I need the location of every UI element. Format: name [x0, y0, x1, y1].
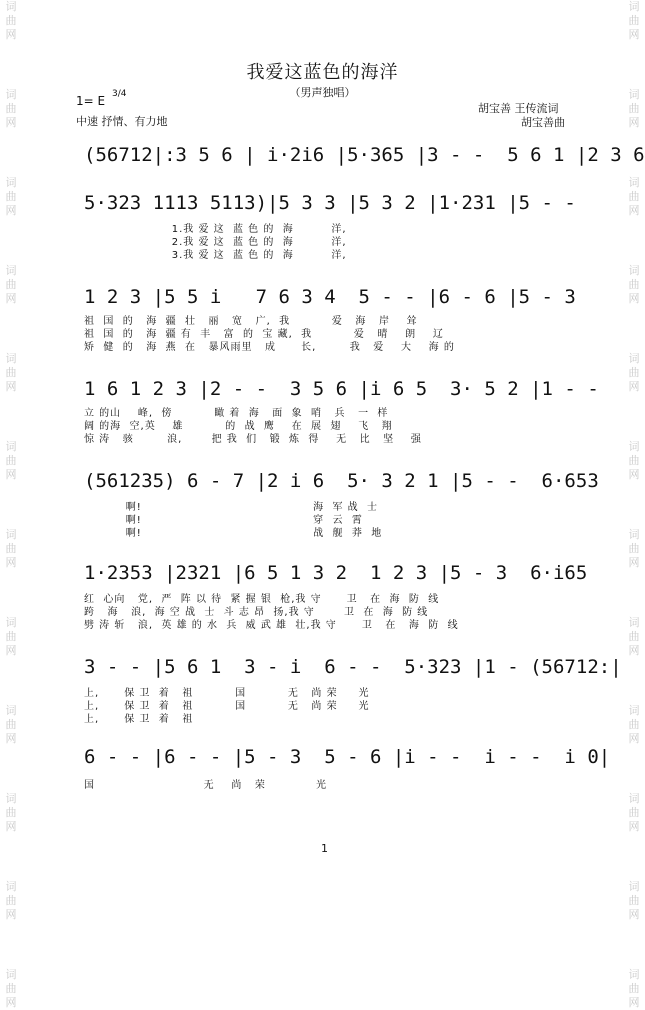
lyric-line: 矫 健 的 海 燕 在 暴风雨里 成 长, 我 爱 大 海 的 [84, 342, 455, 353]
lyric-line: 祖 国 的 海 疆 有 丰 富 的 宝 藏, 我 爱 晴 朗 辽 [84, 329, 444, 340]
lyric-line: 啊! 海 军 战 士 [84, 502, 379, 513]
lyric-line: 国 无 尚 荣 光 [84, 780, 328, 791]
score-row [84, 378, 599, 448]
composer-credit: 胡宝善曲 [521, 116, 565, 129]
lyric-line: 1.我 爱 这 蓝 色 的 海 洋, [84, 224, 347, 235]
notation-line: (56712|:3 5 6 | i·2i6 |5·365 |3 - - 5 6 1 |2 3 6 [84, 144, 645, 166]
lyricist-credit: 胡宝善 王传流词 [478, 102, 559, 115]
lyric-line: 上, 保 卫 着 祖 国 无 尚 荣 光 [84, 701, 370, 712]
score-row [84, 192, 574, 262]
lyric-line: 跨 海 浪, 海 空 战 士 斗 志 昂 扬,我 守 卫 在 海 防 线 [84, 607, 429, 618]
lyric-line: 啊! 穿 云 霄 [84, 515, 363, 526]
notation-line: 3 - - |5 6 1 3 - i 6 - - 5·323 |1 - (56712:| [84, 656, 622, 678]
lyric-line: 阔 的海 空,英 雄 的 战 鹰 在 展 翅 飞 翔 [84, 421, 393, 432]
lyric-line: 2.我 爱 这 蓝 色 的 海 洋, [84, 237, 347, 248]
notation-line: 1 6 1 2 3 |2 - - 3 5 6 |i 6 5 3· 5 2 |1 - - [84, 378, 599, 400]
notation-line: 6 - - |6 - - |5 - 3 5 - 6 |i - - i - - i 0| [84, 746, 611, 768]
watermark-right: 词曲网 词曲网 词曲网 词曲网 词曲网 词曲网 词曲网 词曲网 词曲网 词曲网 词曲网 词曲网 [628, 0, 640, 1009]
lyric-line: 红 心向 党, 严 阵 以 待 紧 握 银 枪,我 守 卫 在 海 防 线 [84, 594, 440, 605]
score-row [84, 286, 574, 356]
lyric-line: 上, 保 卫 着 祖 [84, 714, 194, 725]
lyric-line: 3.我 爱 这 蓝 色 的 海 洋, [84, 250, 347, 261]
score-row [84, 656, 622, 726]
notation-line: (561235) 6 - 7 |2 i 6 5· 3 2 1 |5 - - 6·653 [84, 470, 599, 492]
notation-line: 1 2 3 |5 5 i 7 6 3 4 5 - - |6 - 6 |5 - 3 [84, 286, 576, 308]
lyric-line: 上, 保 卫 着 祖 国 无 尚 荣 光 [84, 688, 370, 699]
lyric-line: 祖 国 的 海 疆 壮 丽 宽 广, 我 爱 海 岸 耸 [84, 316, 418, 327]
tempo-marking: 中速 抒情、有力地 [76, 115, 168, 128]
time-signature: 3/4 [112, 89, 127, 99]
lyric-line: 啊! 战 舰 莽 地 [84, 528, 383, 539]
lyric-line: 立 的山 峰, 傍 瞰 着 海 面 象 哨 兵 一 样 [84, 408, 389, 419]
page-number: 1 [321, 842, 328, 855]
watermark-left: 词曲网 词曲网 词曲网 词曲网 词曲网 词曲网 词曲网 词曲网 词曲网 词曲网 词曲网 词曲网 [5, 0, 17, 1009]
score-row [84, 746, 611, 796]
song-title: 我爱这蓝色的海洋 [246, 62, 399, 83]
score-row [84, 144, 645, 174]
notation-line: 1·2353 |2321 |6 5 1 3 2 1 2 3 |5 - 3 6·i65 [84, 562, 588, 584]
key-signature: 1= E [76, 94, 106, 108]
song-subtitle: （男声独唱） [289, 86, 356, 99]
score-row [84, 562, 588, 632]
lyric-line: 劈 涛 斩 浪, 英 雄 的 水 兵 威 武 雄 壮,我 守 卫 在 海 防 线 [84, 620, 459, 631]
notation-line: 5·323 1113 5113)|5 3 3 |5 3 2 |1·231 |5 - - [84, 192, 576, 214]
lyric-line: 惊 涛 骇 浪, 把 我 们 锻 炼 得 无 比 坚 强 [84, 434, 422, 445]
score-row [84, 470, 599, 540]
